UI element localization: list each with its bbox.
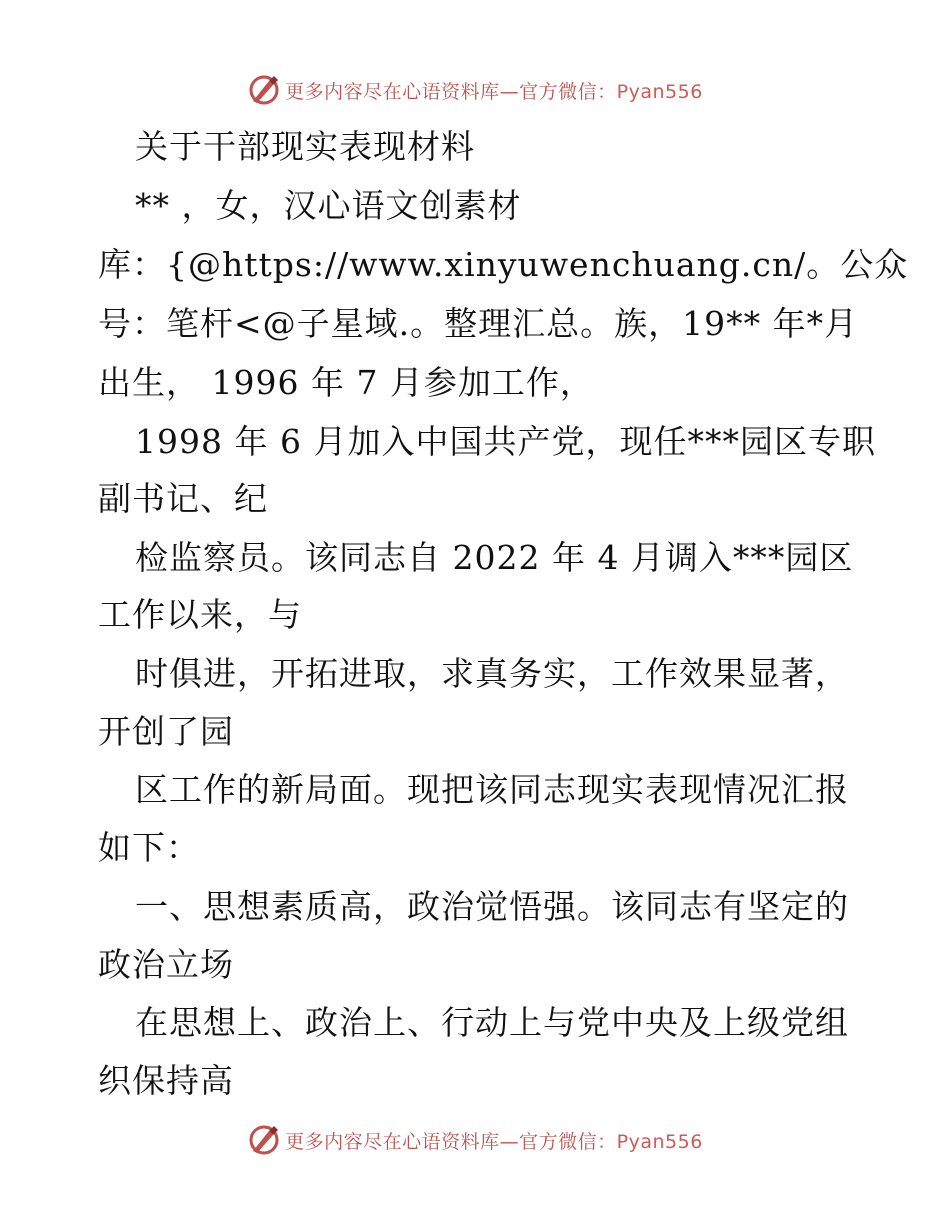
doc-line: 一、思想素质高，政治觉悟强。该同志有坚定的 (135, 887, 849, 926)
doc-line: 政治立场 (98, 945, 234, 984)
doc-line: 如下： (98, 828, 200, 867)
pen-logo-icon (247, 73, 281, 107)
doc-line: 时俱进，开拓进取，求真务实，工作效果显著， (135, 654, 849, 693)
doc-line: 区工作的新局面。现把该同志现实表现情况汇报 (135, 770, 849, 809)
doc-line: 开创了园 (98, 712, 234, 751)
wechat-id: Pyan556 (616, 1130, 703, 1153)
doc-title: 关于干部现实表现材料 (135, 127, 475, 166)
watermark-text: 更多内容尽在心语资料库—官方微信：Pyan556 (285, 80, 703, 103)
doc-line: 1998 年 6 月加入中国共产党，现任***园区专职 (135, 422, 876, 461)
watermark-text: 更多内容尽在心语资料库—官方微信：Pyan556 (285, 1130, 703, 1153)
doc-line: 号：笔杆<@子星域.。整理汇总。族，19** 年*月 (98, 304, 859, 343)
doc-line: 库：{@https://www.xinyuwenchuang.cn/。公众 (98, 245, 909, 284)
doc-line: 工作以来，与 (98, 595, 302, 634)
pen-logo-icon (247, 1123, 281, 1157)
doc-line: 检监察员。该同志自 2022 年 4 月调入***园区 (135, 538, 854, 577)
wechat-id: Pyan556 (616, 80, 703, 103)
doc-line: ** ，女，汉心语文创素材 (135, 186, 522, 225)
doc-line: 织保持高 (98, 1061, 234, 1100)
doc-line: 在思想上、政治上、行动上与党中央及上级党组 (135, 1003, 849, 1042)
doc-line: 副书记、纪 (98, 479, 268, 518)
footer-watermark (0, 1120, 950, 1160)
header-watermark (0, 70, 950, 110)
doc-line: 出生， 1996 年 7 月参加工作， (98, 363, 594, 402)
